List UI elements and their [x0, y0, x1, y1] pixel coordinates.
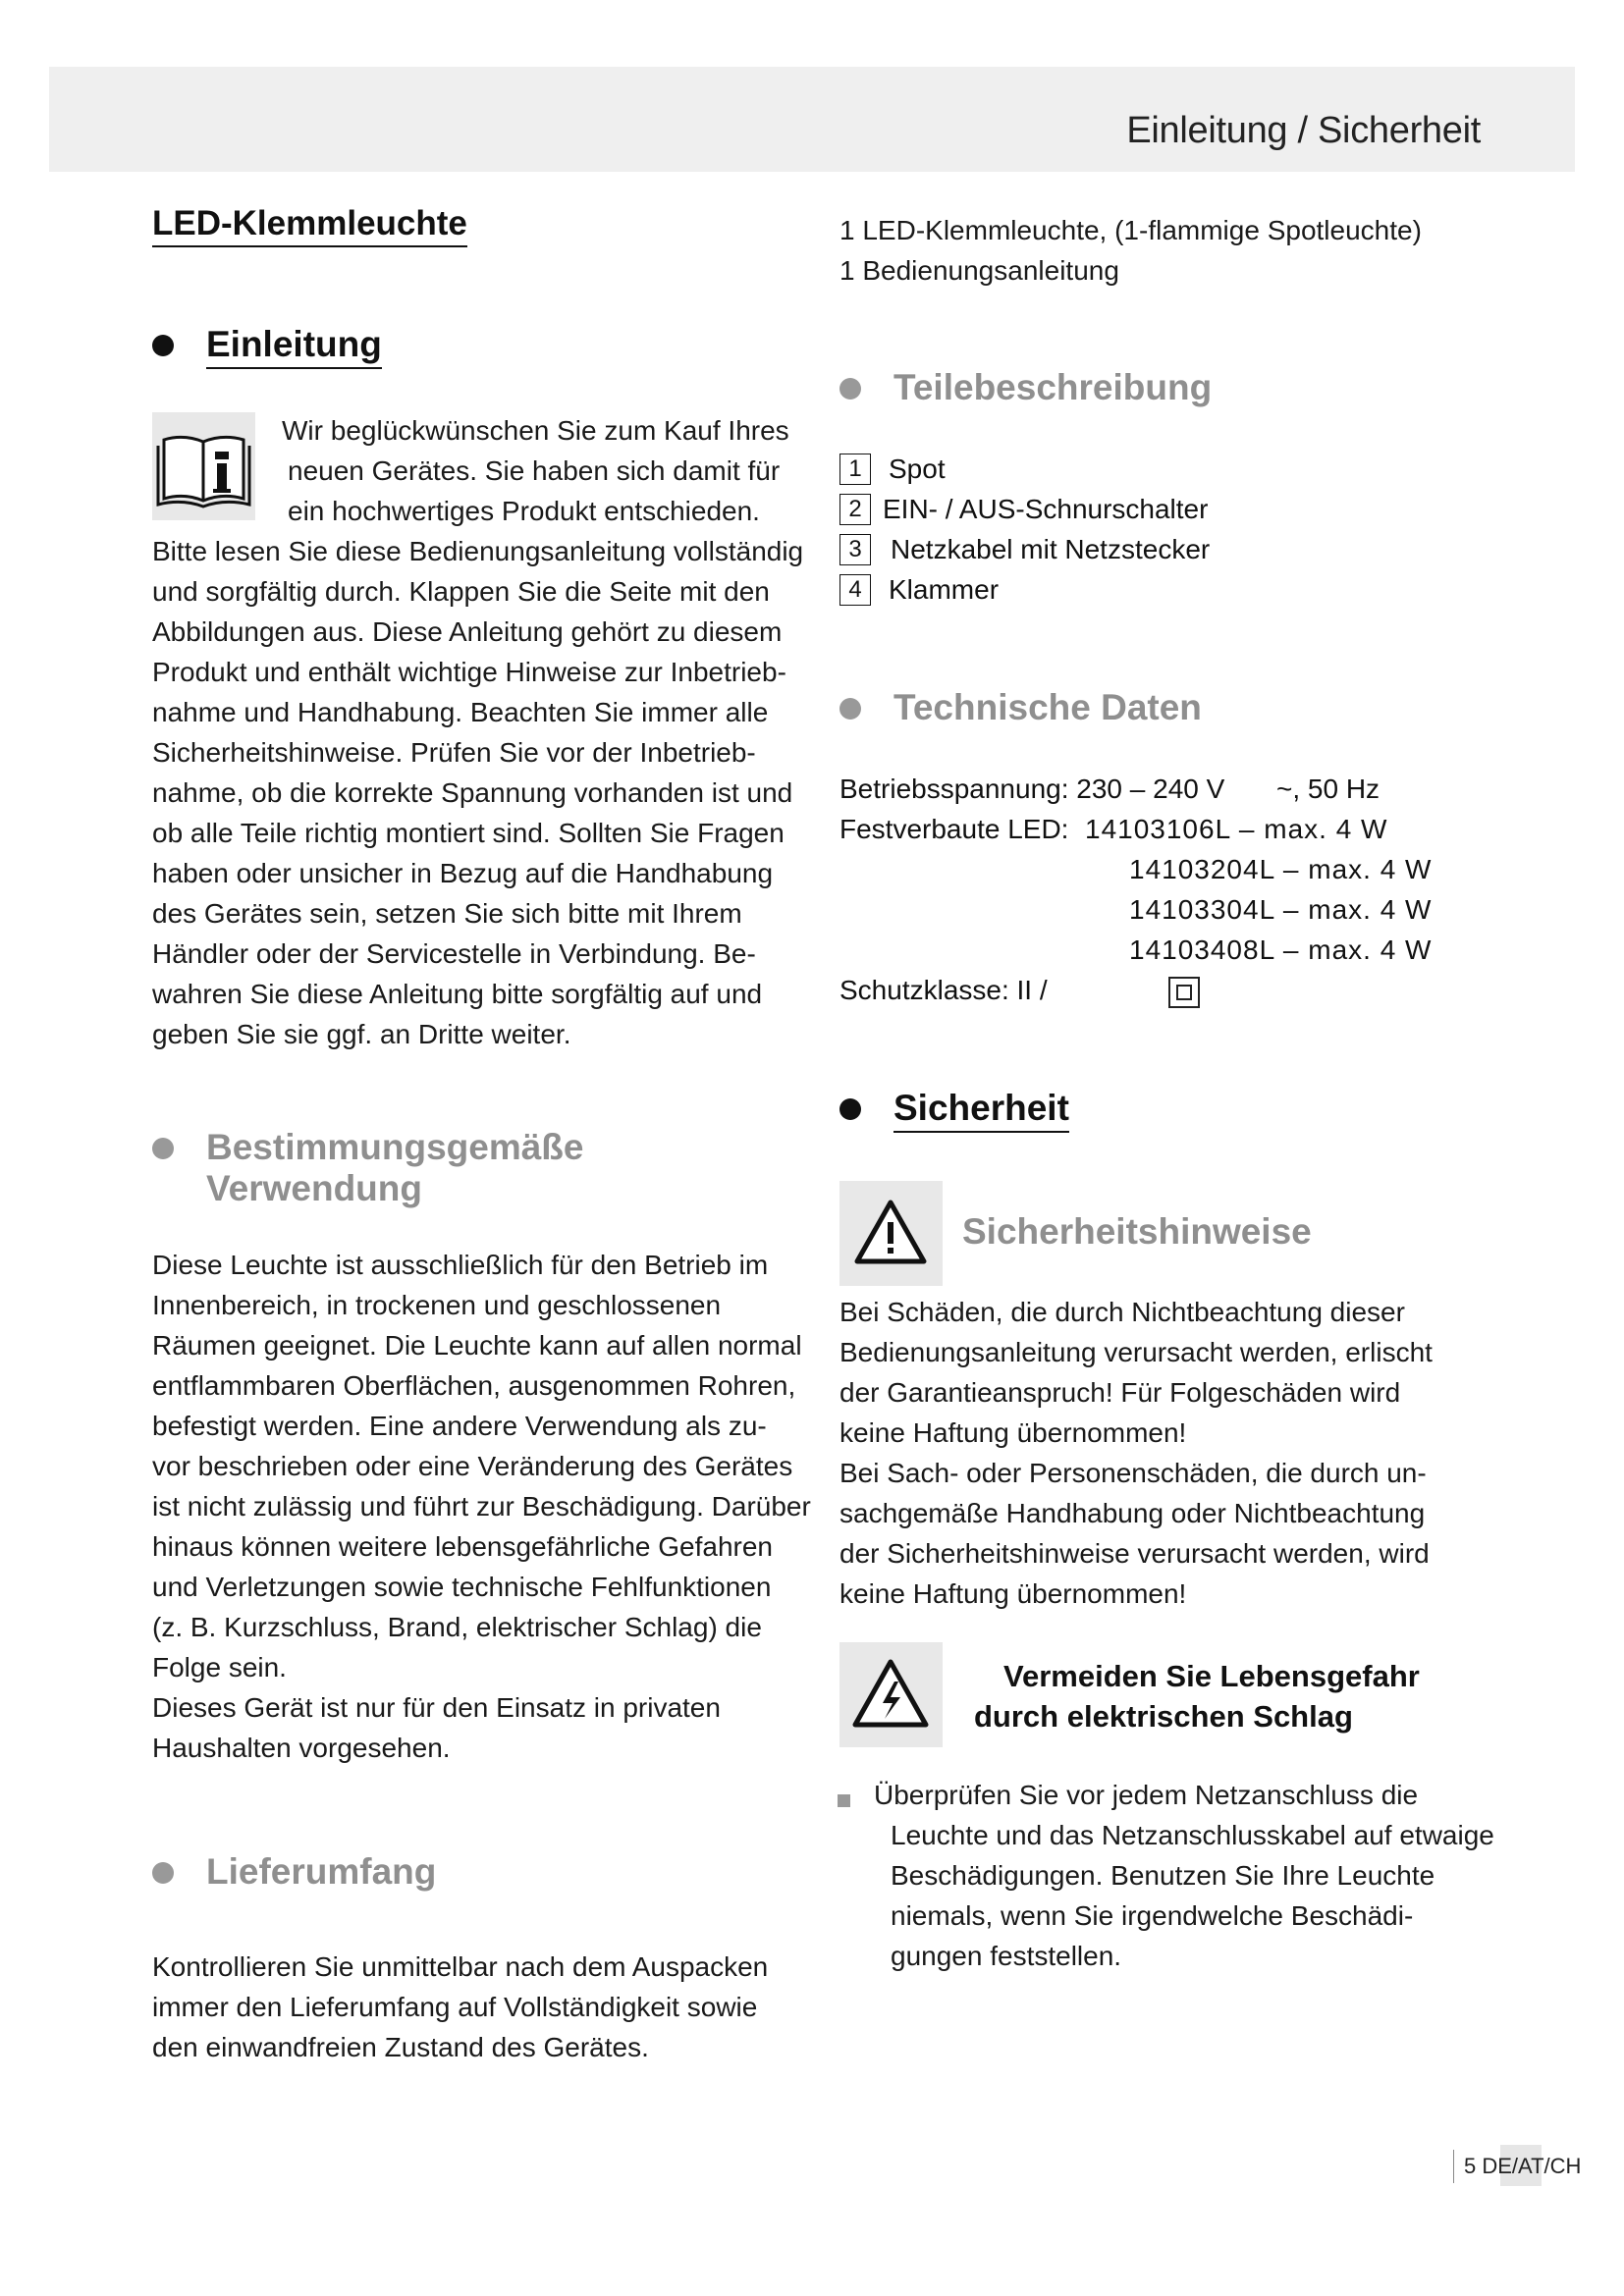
lieferumfang-items — [839, 210, 1527, 291]
text-line: Bedienungsanleitung verursacht werden, erlischt — [839, 1337, 1433, 1367]
heading-label: Sicherheit — [893, 1088, 1069, 1133]
led-model: 14103106L – max. 4 W — [1085, 814, 1388, 844]
text-line: befestigt werden. Eine andere Verwendung als zu- — [152, 1411, 767, 1441]
part-row — [839, 569, 1210, 610]
tech-row-led — [839, 889, 1433, 930]
verwendung-body — [152, 1245, 820, 1768]
text-line: des Gerätes sein, setzen Sie sich bitte mit Ihrem — [152, 898, 742, 929]
text-line: Sicherheitshinweise. Prüfen Sie vor der Inbetrieb- — [152, 737, 756, 768]
document-title: LED-Klemmleuchte — [152, 204, 467, 247]
text-line: Kontrollieren Sie unmittelbar nach dem Auspacken — [152, 1951, 769, 1982]
lieferumfang-body — [152, 1947, 820, 2067]
text-line: Überprüfen Sie vor jedem Netzanschluss die — [874, 1780, 1419, 1810]
text-line: Innenbereich, in trockenen und geschlossenen — [152, 1290, 722, 1320]
heading-label: Lieferumfang — [206, 1851, 437, 1892]
bullet-icon — [839, 698, 861, 720]
einleitung-intro — [282, 410, 812, 531]
einleitung-body — [152, 531, 820, 1054]
protection-label: Schutzklasse: II / — [839, 975, 1048, 1005]
text-line: Bei Sach- oder Personenschäden, die durch un- — [839, 1458, 1427, 1488]
info-book-icon — [152, 412, 255, 520]
danger-title-line2: durch elektrischen Schlag — [974, 1699, 1353, 1734]
text-line: nahme und Handhabung. Beachten Sie immer alle — [152, 697, 769, 727]
led-label: Festverbaute LED: — [839, 814, 1069, 844]
text-line: haben oder unsicher in Bezug auf die Handhabung — [152, 858, 774, 888]
part-row — [839, 529, 1210, 569]
tech-row-led — [839, 930, 1433, 970]
led-model: 14103408L – max. 4 W — [1129, 934, 1433, 965]
text-line: Beschädigungen. Benutzen Sie Ihre Leuchte — [891, 1860, 1435, 1891]
tech-row-voltage — [839, 769, 1380, 809]
text-line: Wir beglückwünschen Sie zum Kauf Ihres — [282, 415, 789, 446]
protection-class-ii-icon — [1168, 977, 1200, 1008]
part-number: 2 — [839, 494, 871, 525]
text-line: sachgemäße Handhabung oder Nichtbeachtung — [839, 1498, 1426, 1528]
bullet-icon — [839, 1098, 861, 1120]
part-row — [839, 449, 1210, 489]
heading-verwendung — [152, 1127, 584, 1209]
text-line: geben Sie sie ggf. an Dritte weiter. — [152, 1019, 571, 1049]
text-line: Bei Schäden, die durch Nichtbeachtung dieser — [839, 1297, 1405, 1327]
sicherheit-body — [839, 1292, 1527, 1614]
danger-title-line1: Vermeiden Sie Lebensgefahr — [1003, 1659, 1420, 1693]
voltage-frequency: ~, 50 Hz — [1276, 774, 1380, 804]
text-line: niemals, wenn Sie irgendwelche Beschädi- — [891, 1900, 1414, 1931]
text-line: entflammbaren Oberflächen, ausgenommen Rohren, — [152, 1370, 796, 1401]
heading-einleitung — [152, 324, 382, 369]
part-label: Netzkabel mit Netzstecker — [891, 534, 1211, 564]
text-line: und Verletzungen sowie technische Fehlfunktionen — [152, 1572, 772, 1602]
bullet-icon — [152, 1862, 174, 1884]
text-line: hinaus können weitere lebensgefährliche Gefahren — [152, 1531, 773, 1562]
text-line: immer den Lieferumfang auf Vollständigkeit sowie — [152, 1992, 758, 2022]
part-label: EIN- / AUS-Schnurschalter — [883, 494, 1209, 524]
tech-row-protection — [839, 970, 1224, 1010]
text-line: keine Haftung übernommen! — [839, 1417, 1187, 1448]
led-model: 14103204L – max. 4 W — [1129, 854, 1433, 884]
list-item: 1 Bedienungsanleitung — [839, 255, 1119, 286]
sicherheit-bullet — [874, 1775, 1522, 1976]
tech-data — [839, 769, 1433, 1010]
text-line: Folge sein. — [152, 1652, 287, 1682]
part-number: 3 — [839, 534, 871, 565]
bullet-icon — [152, 1138, 174, 1159]
page-number: 5 DE/AT/CH — [1453, 2150, 1581, 2183]
heading-label — [206, 1127, 584, 1209]
bullet-icon — [839, 378, 861, 400]
heading-lieferumfang — [152, 1851, 436, 1893]
electric-shock-warning-icon — [839, 1642, 943, 1747]
part-number: 1 — [839, 454, 871, 485]
tech-row-led — [839, 809, 1388, 849]
square-bullet-icon — [838, 1794, 850, 1807]
page-section-title: Einleitung / Sicherheit — [1126, 110, 1481, 151]
text-line: wahren Sie diese Anleitung bitte sorgfältig auf und — [152, 979, 763, 1009]
heading-label: Technische Daten — [893, 687, 1202, 727]
parts-list — [839, 449, 1210, 610]
text-line: gungen feststellen. — [891, 1941, 1122, 1971]
part-label: Klammer — [889, 574, 1000, 605]
text-line: Abbildungen aus. Diese Anleitung gehört zu diesem — [152, 616, 783, 647]
led-model: 14103304L – max. 4 W — [1129, 894, 1433, 925]
tech-row-led — [839, 849, 1433, 889]
text-line: ein hochwertiges Produkt entschieden. — [288, 496, 760, 526]
text-line: den einwandfreien Zustand des Gerätes. — [152, 2032, 649, 2062]
bullet-icon — [152, 335, 174, 356]
text-line: Dieses Gerät ist nur für den Einsatz in privaten — [152, 1692, 721, 1723]
subheading-sicherheitshinweise: Sicherheitshinweise — [962, 1211, 1312, 1252]
part-number: 4 — [839, 574, 871, 606]
heading-label: Teilebeschreibung — [893, 367, 1213, 407]
text-line: Händler oder der Servicestelle in Verbindung. Be- — [152, 938, 756, 969]
text-line: Bitte lesen Sie diese Bedienungsanleitung vollständig — [152, 536, 804, 566]
text-line: Diese Leuchte ist ausschließlich für den Betrieb im — [152, 1250, 769, 1280]
text-line: vor beschrieben oder eine Veränderung des Gerätes — [152, 1451, 793, 1481]
heading-technische-daten — [839, 687, 1202, 728]
part-label: Spot — [889, 454, 946, 484]
heading-line: Verwendung — [206, 1168, 422, 1208]
text-line: und sorgfältig durch. Klappen Sie die Seite mit den — [152, 576, 770, 607]
text-line: ob alle Teile richtig montiert sind. Sollten Sie Fragen — [152, 818, 785, 848]
voltage-label: Betriebsspannung: 230 – 240 V — [839, 774, 1225, 804]
text-line: ist nicht zulässig und führt zur Beschädigung. Darüber — [152, 1491, 811, 1522]
text-line: Haushalten vorgesehen. — [152, 1733, 451, 1763]
text-line: Leuchte und das Netzanschlusskabel auf etwaige — [891, 1820, 1494, 1850]
text-line: Räumen geeignet. Die Leuchte kann auf allen normal — [152, 1330, 802, 1361]
heading-line: Bestimmungsgemäße — [206, 1127, 584, 1167]
text-line: (z. B. Kurzschluss, Brand, elektrischer Schlag) die — [152, 1612, 762, 1642]
part-row — [839, 489, 1210, 529]
text-line: der Sicherheitshinweise verursacht werden, wird — [839, 1538, 1430, 1569]
text-line: Produkt und enthält wichtige Hinweise zur Inbetrieb- — [152, 657, 786, 687]
text-line: der Garantieanspruch! Für Folgeschäden wird — [839, 1377, 1401, 1408]
text-line: neuen Gerätes. Sie haben sich damit für — [288, 455, 781, 486]
list-item: 1 LED-Klemmleuchte, (1-flammige Spotleuchte) — [839, 215, 1422, 245]
text-line: nahme, ob die korrekte Spannung vorhanden ist und — [152, 777, 793, 808]
heading-sicherheit — [839, 1088, 1069, 1133]
heading-label: Einleitung — [206, 324, 382, 369]
heading-teilebeschreibung — [839, 367, 1212, 408]
warning-triangle-icon — [839, 1181, 943, 1286]
text-line: keine Haftung übernommen! — [839, 1578, 1187, 1609]
